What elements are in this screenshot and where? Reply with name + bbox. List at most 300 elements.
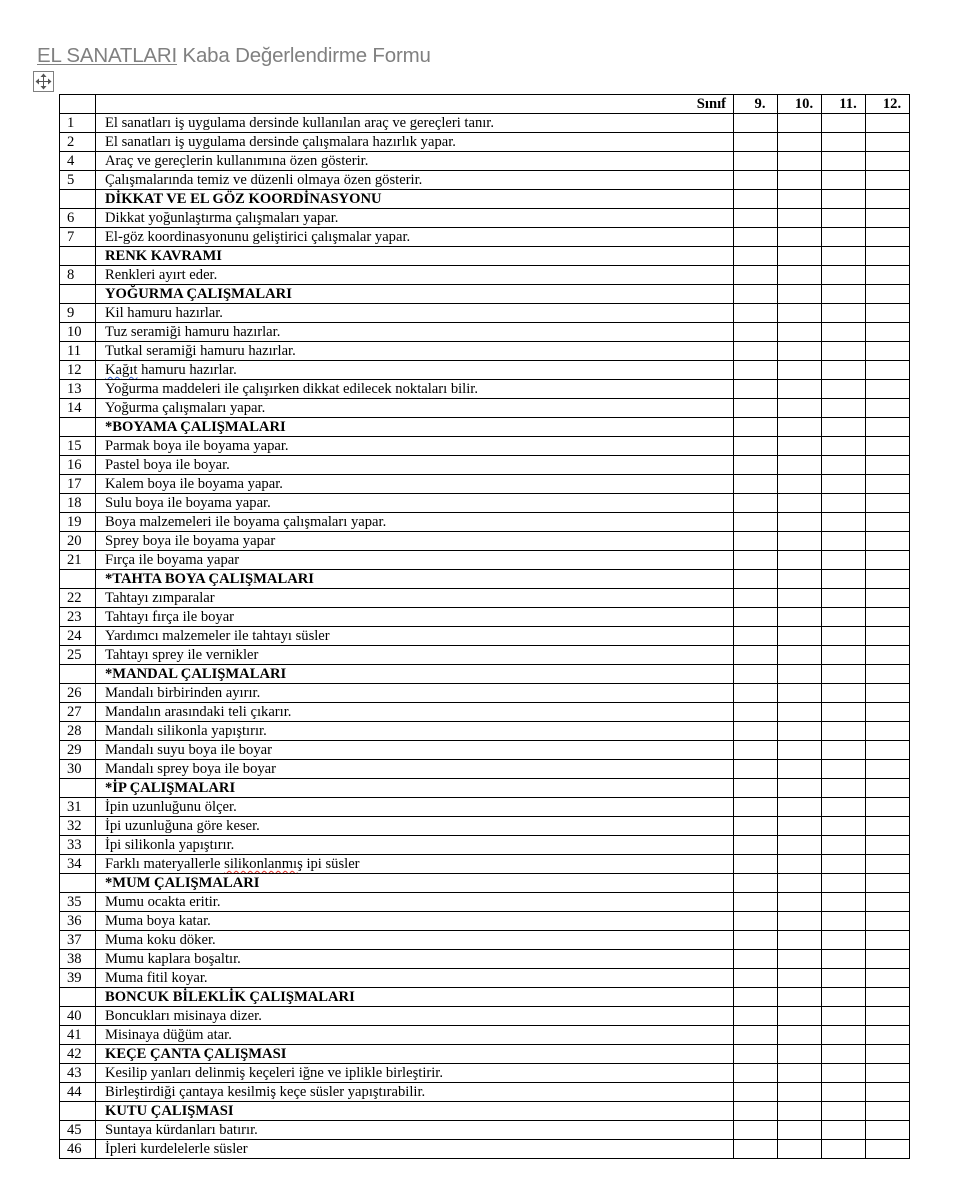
criterion-text: Mandalı silikonla yapıştırır.	[96, 722, 734, 741]
criterion-text: Mandalı birbirinden ayırır.	[96, 684, 734, 703]
grade-cell-12[interactable]	[866, 114, 910, 133]
table-row	[60, 703, 910, 722]
grade-cell-9[interactable]	[734, 1045, 778, 1064]
document-title	[37, 44, 431, 68]
grade-cell-11[interactable]	[822, 931, 866, 950]
grade-cell-11[interactable]	[822, 532, 866, 551]
grade-cell-10[interactable]	[778, 399, 822, 418]
row-number: 19	[60, 513, 96, 532]
grade-cell-12[interactable]	[866, 1121, 910, 1140]
grade-cell-11[interactable]	[822, 1121, 866, 1140]
grade-cell-9[interactable]	[734, 209, 778, 228]
grade-cell-10[interactable]	[778, 646, 822, 665]
grade-cell-9[interactable]	[734, 1083, 778, 1102]
row-number: 9	[60, 304, 96, 323]
grade-cell-10[interactable]	[778, 114, 822, 133]
grade-cell-12[interactable]	[866, 475, 910, 494]
grade-cell-10[interactable]	[778, 1102, 822, 1121]
table-row	[60, 456, 910, 475]
grade-cell-9[interactable]	[734, 684, 778, 703]
grade-cell-10[interactable]	[778, 836, 822, 855]
section-title: DİKKAT VE EL GÖZ KOORDİNASYONU	[96, 190, 734, 209]
criterion-text: Muma koku döker.	[96, 931, 734, 950]
grade-cell-12[interactable]	[866, 1007, 910, 1026]
grade-cell-12[interactable]	[866, 323, 910, 342]
grade-cell-11[interactable]	[822, 912, 866, 931]
grade-cell-12[interactable]	[866, 570, 910, 589]
table-row	[60, 475, 910, 494]
row-number: 10	[60, 323, 96, 342]
grade-cell-10[interactable]	[778, 760, 822, 779]
grade-cell-12[interactable]	[866, 551, 910, 570]
grade-cell-10[interactable]	[778, 551, 822, 570]
grade-cell-11[interactable]	[822, 1083, 866, 1102]
grade-cell-11[interactable]	[822, 570, 866, 589]
grade-cell-9[interactable]	[734, 969, 778, 988]
criterion-text: Muma fitil koyar.	[96, 969, 734, 988]
criterion-text: Fırça ile boyama yapar	[96, 551, 734, 570]
criterion-text: Tahtayı fırça ile boyar	[96, 608, 734, 627]
grade-cell-9[interactable]	[734, 190, 778, 209]
grade-cell-10[interactable]	[778, 380, 822, 399]
table-row	[60, 836, 910, 855]
row-number: 27	[60, 703, 96, 722]
grade-cell-9[interactable]	[734, 399, 778, 418]
spellcheck-marked-word[interactable]: Kağıt	[105, 362, 138, 378]
section-title: YOĞURMA ÇALIŞMALARI	[96, 285, 734, 304]
section-header-row	[60, 988, 910, 1007]
grade-cell-11[interactable]	[822, 646, 866, 665]
grade-cell-12[interactable]	[866, 1045, 910, 1064]
grade-cell-11[interactable]	[822, 361, 866, 380]
grade-cell-11[interactable]	[822, 475, 866, 494]
grade-cell-9[interactable]	[734, 893, 778, 912]
grade-cell-12[interactable]	[866, 532, 910, 551]
grade-cell-12[interactable]	[866, 684, 910, 703]
spellcheck-marked-word[interactable]: silikonlanmış	[224, 856, 303, 872]
criterion-text: Kesilip yanları delinmiş keçeleri iğne ve iplikle birleştirir.	[96, 1064, 734, 1083]
grade-cell-12[interactable]	[866, 855, 910, 874]
row-number	[60, 874, 96, 893]
grade-cell-9[interactable]	[734, 152, 778, 171]
grade-cell-11[interactable]	[822, 551, 866, 570]
grade-cell-12[interactable]	[866, 608, 910, 627]
grade-cell-12[interactable]	[866, 1140, 910, 1159]
grade-cell-9[interactable]	[734, 798, 778, 817]
grade-cell-12[interactable]	[866, 589, 910, 608]
grade-cell-10[interactable]	[778, 1007, 822, 1026]
grade-cell-11[interactable]	[822, 399, 866, 418]
grade-cell-9[interactable]	[734, 418, 778, 437]
grade-cell-10[interactable]	[778, 475, 822, 494]
criterion-text: Mumu kaplara boşaltır.	[96, 950, 734, 969]
grade-cell-11[interactable]	[822, 323, 866, 342]
grade-cell-11[interactable]	[822, 988, 866, 1007]
grade-cell-10[interactable]	[778, 798, 822, 817]
grade-cell-11[interactable]	[822, 817, 866, 836]
grade-cell-11[interactable]	[822, 133, 866, 152]
grade-cell-11[interactable]	[822, 684, 866, 703]
grade-cell-10[interactable]	[778, 722, 822, 741]
grade-cell-10[interactable]	[778, 665, 822, 684]
grade-cell-11[interactable]	[822, 798, 866, 817]
grade-cell-9[interactable]	[734, 323, 778, 342]
criterion-text: Farklı materyallerle silikonlanmış ipi süsler	[96, 855, 734, 874]
row-number: 46	[60, 1140, 96, 1159]
grade-cell-9[interactable]	[734, 1026, 778, 1045]
grade-cell-9[interactable]	[734, 646, 778, 665]
grade-cell-9[interactable]	[734, 570, 778, 589]
grade-cell-12[interactable]	[866, 665, 910, 684]
grade-cell-12[interactable]	[866, 1064, 910, 1083]
grade-cell-9[interactable]	[734, 950, 778, 969]
grade-cell-10[interactable]	[778, 171, 822, 190]
grade-cell-11[interactable]	[822, 152, 866, 171]
row-number: 38	[60, 950, 96, 969]
table-move-handle-icon[interactable]	[33, 71, 54, 92]
grade-cell-9[interactable]	[734, 456, 778, 475]
grade-cell-10[interactable]	[778, 532, 822, 551]
row-number	[60, 1102, 96, 1121]
criterion-text: Tuz seramiği hamuru hazırlar.	[96, 323, 734, 342]
grade-cell-9[interactable]	[734, 665, 778, 684]
grade-cell-12[interactable]	[866, 437, 910, 456]
grade-cell-12[interactable]	[866, 190, 910, 209]
grade-cell-12[interactable]	[866, 247, 910, 266]
grade-cell-12[interactable]	[866, 513, 910, 532]
grade-cell-9[interactable]	[734, 855, 778, 874]
grade-cell-9[interactable]	[734, 304, 778, 323]
grade-cell-9[interactable]	[734, 171, 778, 190]
grade-cell-11[interactable]	[822, 741, 866, 760]
table-row	[60, 342, 910, 361]
grade-cell-12[interactable]	[866, 456, 910, 475]
row-number: 15	[60, 437, 96, 456]
grade-cell-9[interactable]	[734, 285, 778, 304]
table-row	[60, 1083, 910, 1102]
grade-cell-11[interactable]	[822, 665, 866, 684]
grade-cell-11[interactable]	[822, 114, 866, 133]
grade-cell-12[interactable]	[866, 133, 910, 152]
grade-cell-9[interactable]	[734, 532, 778, 551]
document-title-underlined: EL SANATLARI	[37, 44, 178, 67]
grade-cell-12[interactable]	[866, 1102, 910, 1121]
grade-cell-10[interactable]	[778, 950, 822, 969]
grade-cell-9[interactable]	[734, 741, 778, 760]
grade-cell-9[interactable]	[734, 1140, 778, 1159]
grade-cell-12[interactable]	[866, 893, 910, 912]
grade-cell-9[interactable]	[734, 380, 778, 399]
table-row	[60, 380, 910, 399]
grade-cell-11[interactable]	[822, 342, 866, 361]
grade-cell-10[interactable]	[778, 456, 822, 475]
table-row	[60, 209, 910, 228]
grade-cell-9[interactable]	[734, 912, 778, 931]
criterion-text: İpi uzunluğuna göre keser.	[96, 817, 734, 836]
grade-cell-10[interactable]	[778, 418, 822, 437]
row-number: 18	[60, 494, 96, 513]
grade-cell-10[interactable]	[778, 608, 822, 627]
grade-cell-12[interactable]	[866, 646, 910, 665]
grade-cell-11[interactable]	[822, 1102, 866, 1121]
table-row	[60, 114, 910, 133]
grade-cell-11[interactable]	[822, 893, 866, 912]
grade-cell-12[interactable]	[866, 380, 910, 399]
grade-cell-9[interactable]	[734, 247, 778, 266]
grade-cell-10[interactable]	[778, 209, 822, 228]
grade-cell-11[interactable]	[822, 1045, 866, 1064]
grade-cell-10[interactable]	[778, 627, 822, 646]
criterion-text: İpi silikonla yapıştırır.	[96, 836, 734, 855]
grade-cell-10[interactable]	[778, 323, 822, 342]
row-number: 14	[60, 399, 96, 418]
grade-cell-9[interactable]	[734, 817, 778, 836]
grade-cell-12[interactable]	[866, 494, 910, 513]
table-row	[60, 893, 910, 912]
grade-cell-10[interactable]	[778, 589, 822, 608]
grade-cell-10[interactable]	[778, 1045, 822, 1064]
grade-cell-11[interactable]	[822, 703, 866, 722]
row-number: 34	[60, 855, 96, 874]
criterion-text: Boncukları misinaya dizer.	[96, 1007, 734, 1026]
grade-cell-10[interactable]	[778, 931, 822, 950]
grade-cell-12[interactable]	[866, 171, 910, 190]
grade-cell-12[interactable]	[866, 285, 910, 304]
grade-cell-10[interactable]	[778, 874, 822, 893]
grade-cell-12[interactable]	[866, 342, 910, 361]
grade-cell-9[interactable]	[734, 931, 778, 950]
grade-cell-10[interactable]	[778, 304, 822, 323]
grade-cell-10[interactable]	[778, 266, 822, 285]
criterion-text: İpleri kurdelelerle süsler	[96, 1140, 734, 1159]
grade-cell-11[interactable]	[822, 494, 866, 513]
grade-cell-12[interactable]	[866, 228, 910, 247]
grade-cell-9[interactable]	[734, 722, 778, 741]
row-number: 7	[60, 228, 96, 247]
grade-cell-11[interactable]	[822, 722, 866, 741]
grade-cell-9[interactable]	[734, 551, 778, 570]
criterion-text: Yoğurma maddeleri ile çalışırken dikkat edilecek noktaları bilir.	[96, 380, 734, 399]
grade-cell-11[interactable]	[822, 437, 866, 456]
grade-cell-10[interactable]	[778, 855, 822, 874]
grade-cell-11[interactable]	[822, 969, 866, 988]
grade-cell-10[interactable]	[778, 285, 822, 304]
grade-cell-10[interactable]	[778, 988, 822, 1007]
table-row	[60, 437, 910, 456]
section-header-row	[60, 1102, 910, 1121]
criterion-text: Çalışmalarında temiz ve düzenli olmaya özen gösterir.	[96, 171, 734, 190]
criterion-text: Yardımcı malzemeler ile tahtayı süsler	[96, 627, 734, 646]
row-number: 8	[60, 266, 96, 285]
grade-cell-12[interactable]	[866, 722, 910, 741]
grade-cell-9[interactable]	[734, 1007, 778, 1026]
grade-cell-10[interactable]	[778, 513, 822, 532]
grade-cell-9[interactable]	[734, 1102, 778, 1121]
grade-cell-9[interactable]	[734, 608, 778, 627]
grade-cell-10[interactable]	[778, 703, 822, 722]
grade-cell-10[interactable]	[778, 190, 822, 209]
grade-cell-10[interactable]	[778, 741, 822, 760]
grade-cell-11[interactable]	[822, 228, 866, 247]
row-number	[60, 570, 96, 589]
grade-cell-9[interactable]	[734, 114, 778, 133]
criterion-text: Kalem boya ile boyama yapar.	[96, 475, 734, 494]
grade-cell-9[interactable]	[734, 133, 778, 152]
grade-cell-11[interactable]	[822, 266, 866, 285]
row-number: 4	[60, 152, 96, 171]
grade-cell-10[interactable]	[778, 361, 822, 380]
grade-cell-12[interactable]	[866, 741, 910, 760]
grade-cell-11[interactable]	[822, 1140, 866, 1159]
row-number: 43	[60, 1064, 96, 1083]
section-title: KUTU ÇALIŞMASI	[96, 1102, 734, 1121]
grade-cell-12[interactable]	[866, 209, 910, 228]
grade-cell-11[interactable]	[822, 855, 866, 874]
grade-cell-12[interactable]	[866, 779, 910, 798]
grade-cell-11[interactable]	[822, 304, 866, 323]
grade-cell-11[interactable]	[822, 171, 866, 190]
grade-cell-11[interactable]	[822, 513, 866, 532]
criterion-text: Kağıt hamuru hazırlar.	[96, 361, 734, 380]
grade-cell-12[interactable]	[866, 760, 910, 779]
grade-cell-12[interactable]	[866, 266, 910, 285]
grade-cell-11[interactable]	[822, 1026, 866, 1045]
section-title: BONCUK BİLEKLİK ÇALIŞMALARI	[96, 988, 734, 1007]
grade-cell-12[interactable]	[866, 950, 910, 969]
grade-cell-10[interactable]	[778, 152, 822, 171]
grade-cell-9[interactable]	[734, 266, 778, 285]
grade-cell-11[interactable]	[822, 1007, 866, 1026]
grade-cell-11[interactable]	[822, 779, 866, 798]
table-row	[60, 171, 910, 190]
grade-cell-10[interactable]	[778, 342, 822, 361]
grade-cell-11[interactable]	[822, 1064, 866, 1083]
table-row	[60, 1064, 910, 1083]
section-header-row	[60, 874, 910, 893]
row-number: 42	[60, 1045, 96, 1064]
grade-cell-12[interactable]	[866, 836, 910, 855]
grade-cell-12[interactable]	[866, 703, 910, 722]
row-number: 29	[60, 741, 96, 760]
grade-cell-12[interactable]	[866, 931, 910, 950]
grade-cell-9[interactable]	[734, 874, 778, 893]
criterion-text: Pastel boya ile boyar.	[96, 456, 734, 475]
grade-cell-10[interactable]	[778, 437, 822, 456]
grade-cell-10[interactable]	[778, 1140, 822, 1159]
grade-cell-12[interactable]	[866, 399, 910, 418]
grade-cell-10[interactable]	[778, 684, 822, 703]
grade-cell-12[interactable]	[866, 817, 910, 836]
grade-cell-9[interactable]	[734, 703, 778, 722]
row-number	[60, 988, 96, 1007]
grade-cell-12[interactable]	[866, 627, 910, 646]
table-row	[60, 969, 910, 988]
grade-cell-9[interactable]	[734, 361, 778, 380]
grade-cell-10[interactable]	[778, 133, 822, 152]
grade-cell-11[interactable]	[822, 285, 866, 304]
criterion-text: Sprey boya ile boyama yapar	[96, 532, 734, 551]
grade-cell-9[interactable]	[734, 513, 778, 532]
row-number: 37	[60, 931, 96, 950]
grade-cell-11[interactable]	[822, 380, 866, 399]
grade-cell-11[interactable]	[822, 418, 866, 437]
grade-cell-10[interactable]	[778, 494, 822, 513]
grade-cell-12[interactable]	[866, 304, 910, 323]
grade-cell-9[interactable]	[734, 475, 778, 494]
section-header-row	[60, 570, 910, 589]
grade-cell-11[interactable]	[822, 874, 866, 893]
grade-cell-9[interactable]	[734, 1121, 778, 1140]
grade-cell-12[interactable]	[866, 418, 910, 437]
table-row	[60, 722, 910, 741]
grade-cell-9[interactable]	[734, 589, 778, 608]
grade-cell-12[interactable]	[866, 1083, 910, 1102]
grade-cell-12[interactable]	[866, 798, 910, 817]
grade-cell-12[interactable]	[866, 912, 910, 931]
grade-cell-11[interactable]	[822, 456, 866, 475]
grade-cell-9[interactable]	[734, 437, 778, 456]
grade-cell-11[interactable]	[822, 190, 866, 209]
class-label: Sınıf	[96, 95, 734, 114]
grade-cell-10[interactable]	[778, 969, 822, 988]
grade-cell-9[interactable]	[734, 627, 778, 646]
grade-cell-11[interactable]	[822, 836, 866, 855]
grade-cell-10[interactable]	[778, 1064, 822, 1083]
grade-cell-12[interactable]	[866, 1026, 910, 1045]
row-number: 39	[60, 969, 96, 988]
grade-cell-11[interactable]	[822, 608, 866, 627]
criterion-text: Mandalı sprey boya ile boyar	[96, 760, 734, 779]
grade-cell-12[interactable]	[866, 874, 910, 893]
grade-cell-10[interactable]	[778, 893, 822, 912]
row-number: 24	[60, 627, 96, 646]
grade-cell-11[interactable]	[822, 627, 866, 646]
grade-cell-12[interactable]	[866, 361, 910, 380]
grade-cell-10[interactable]	[778, 912, 822, 931]
grade-cell-10[interactable]	[778, 817, 822, 836]
grade-cell-11[interactable]	[822, 247, 866, 266]
grade-cell-10[interactable]	[778, 1026, 822, 1045]
grade-cell-10[interactable]	[778, 247, 822, 266]
grade-cell-10[interactable]	[778, 1083, 822, 1102]
grade-cell-11[interactable]	[822, 589, 866, 608]
grade-cell-9[interactable]	[734, 228, 778, 247]
grade-cell-9[interactable]	[734, 1064, 778, 1083]
row-number: 32	[60, 817, 96, 836]
grade-cell-9[interactable]	[734, 760, 778, 779]
table-row	[60, 228, 910, 247]
criterion-text: Sulu boya ile boyama yapar.	[96, 494, 734, 513]
grade-cell-11[interactable]	[822, 209, 866, 228]
grade-cell-9[interactable]	[734, 836, 778, 855]
grade-cell-10[interactable]	[778, 570, 822, 589]
grade-cell-9[interactable]	[734, 988, 778, 1007]
grade-cell-9[interactable]	[734, 342, 778, 361]
grade-cell-11[interactable]	[822, 760, 866, 779]
grade-cell-10[interactable]	[778, 228, 822, 247]
grade-cell-12[interactable]	[866, 152, 910, 171]
grade-cell-10[interactable]	[778, 1121, 822, 1140]
grade-cell-11[interactable]	[822, 950, 866, 969]
row-number: 44	[60, 1083, 96, 1102]
grade-cell-12[interactable]	[866, 988, 910, 1007]
grade-cell-10[interactable]	[778, 779, 822, 798]
grade-cell-9[interactable]	[734, 494, 778, 513]
row-number: 6	[60, 209, 96, 228]
criterion-text: Misinaya düğüm atar.	[96, 1026, 734, 1045]
grade-cell-9[interactable]	[734, 779, 778, 798]
grade-cell-12[interactable]	[866, 969, 910, 988]
